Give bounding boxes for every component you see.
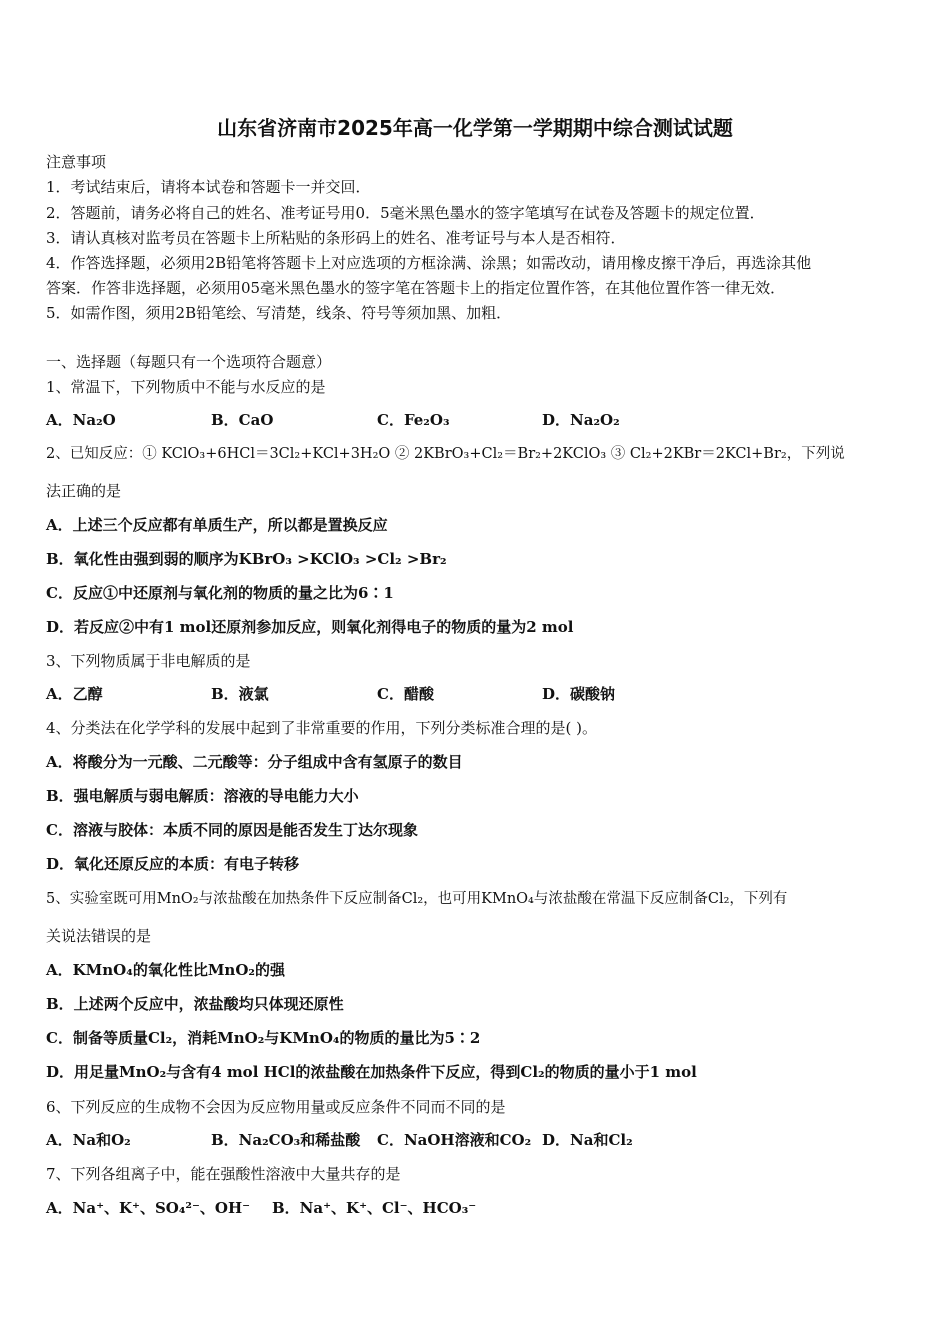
- q7-option-b: B．Na⁺、K⁺、Cl⁻、HCO₃⁻: [272, 1199, 477, 1217]
- question-6-stem: 6、下列反应的生成物不会因为反应物用量或反应条件不同而不同的是: [46, 1098, 506, 1116]
- q1-option-b: B．CaO: [211, 411, 274, 429]
- q1-option-a: A．Na₂O: [46, 411, 116, 429]
- q4-option-a: A．将酸分为一元酸、二元酸等：分子组成中含有氢原子的数目: [46, 753, 463, 771]
- q1-option-c: C．Fe₂O₃: [377, 411, 450, 429]
- q3-option-a: A．乙醇: [46, 685, 103, 703]
- notice-item: 答案．作答非选择题，必须用05毫米黑色墨水的签字笔在答题卡上的指定位置作答，在其他位置作答一律无效．: [46, 279, 786, 297]
- notice-item: 3．请认真核对监考员在答题卡上所粘贴的条形码上的姓名、准考证号与本人是否相符．: [46, 229, 626, 247]
- question-5-stem-cont: 关说法错误的是: [46, 927, 152, 945]
- q7-option-a: A．Na⁺、K⁺、SO₄²⁻、OH⁻: [46, 1199, 251, 1217]
- notice-item: 2．答题前，请务必将自己的姓名、准考证号用0．5毫米黑色墨水的签字笔填写在试卷及答题卡的规定位置．: [46, 204, 765, 222]
- question-4-stem: 4、分类法在化学学科的发展中起到了非常重要的作用，下列分类标准合理的是( )。: [46, 719, 598, 737]
- question-3-stem: 3、下列物质属于非电解质的是: [46, 652, 251, 670]
- q1-option-d: D．Na₂O₂: [542, 411, 620, 429]
- question-2-stem: 2、已知反应：① KClO₃+6HCl＝3Cl₂+KCl+3H₂O ② 2KBrO₃+Cl₂＝Br₂+2KClO₃ ③ Cl₂+2KBr＝2KCl+Br₂，下列说: [46, 446, 845, 462]
- q6-option-b: B．Na₂CO₃和稀盐酸: [211, 1131, 361, 1149]
- notice-item: 4．作答选择题，必须用2B铅笔将答题卡上对应选项的方框涂满、涂黑；如需改动，请用橡皮擦干净后，再选涂其他: [46, 254, 812, 272]
- q6-option-d: D．Na和Cl₂: [542, 1131, 633, 1149]
- q2-option-d: D．若反应②中有1 mol还原剂参加反应，则氧化剂得电子的物质的量为2 mol: [46, 618, 574, 636]
- q3-option-c: C．醋酸: [377, 685, 434, 703]
- q3-option-b: B．液氯: [211, 685, 269, 703]
- q5-option-c: C．制备等质量Cl₂，消耗MnO₂与KMnO₄的物质的量比为5∶2: [46, 1029, 481, 1047]
- q5-option-b: B．上述两个反应中，浓盐酸均只体现还原性: [46, 995, 344, 1013]
- question-2-stem-cont: 法正确的是: [46, 482, 122, 500]
- notice-item: 1．考试结束后，请将本试卷和答题卡一并交回．: [46, 178, 371, 196]
- q4-option-c: C．溶液与胶体：本质不同的原因是能否发生丁达尔现象: [46, 821, 418, 839]
- q3-option-d: D．碳酸钠: [542, 685, 616, 703]
- q6-option-a: A．Na和O₂: [46, 1131, 131, 1149]
- q5-option-d: D．用足量MnO₂与含有4 mol HCl的浓盐酸在加热条件下反应，得到Cl₂的物质的量小于1 mol: [46, 1063, 697, 1081]
- q4-option-d: D．氧化还原反应的本质：有电子转移: [46, 855, 300, 873]
- section-heading: 一、选择题（每题只有一个选项符合题意）: [46, 353, 332, 371]
- notice-item: 5．如需作图，须用2B铅笔绘、写清楚，线条、符号等须加黑、加粗．: [46, 304, 512, 322]
- question-5-stem: 5、实验室既可用MnO₂与浓盐酸在加热条件下反应制备Cl₂，也可用KMnO₄与浓盐酸在常温下反应制备Cl₂，下列有: [46, 891, 788, 907]
- page-title: 山东省济南市2025年高一化学第一学期期中综合测试试题: [217, 116, 733, 140]
- question-1-stem: 1、常温下，下列物质中不能与水反应的是: [46, 378, 326, 396]
- q2-option-b: B．氧化性由强到弱的顺序为KBrO₃ >KClO₃ >Cl₂ >Br₂: [46, 550, 447, 568]
- q2-option-c: C．反应①中还原剂与氧化剂的物质的量之比为6∶1: [46, 584, 394, 602]
- q6-option-c: C．NaOH溶液和CO₂: [377, 1131, 532, 1149]
- notice-heading: 注意事项: [46, 153, 107, 171]
- q2-option-a: A．上述三个反应都有单质生产，所以都是置换反应: [46, 516, 388, 534]
- q5-option-a: A．KMnO₄的氧化性比MnO₂的强: [46, 961, 285, 979]
- question-7-stem: 7、下列各组离子中，能在强酸性溶液中大量共存的是: [46, 1165, 401, 1183]
- q4-option-b: B．强电解质与弱电解质：溶液的导电能力大小: [46, 787, 359, 805]
